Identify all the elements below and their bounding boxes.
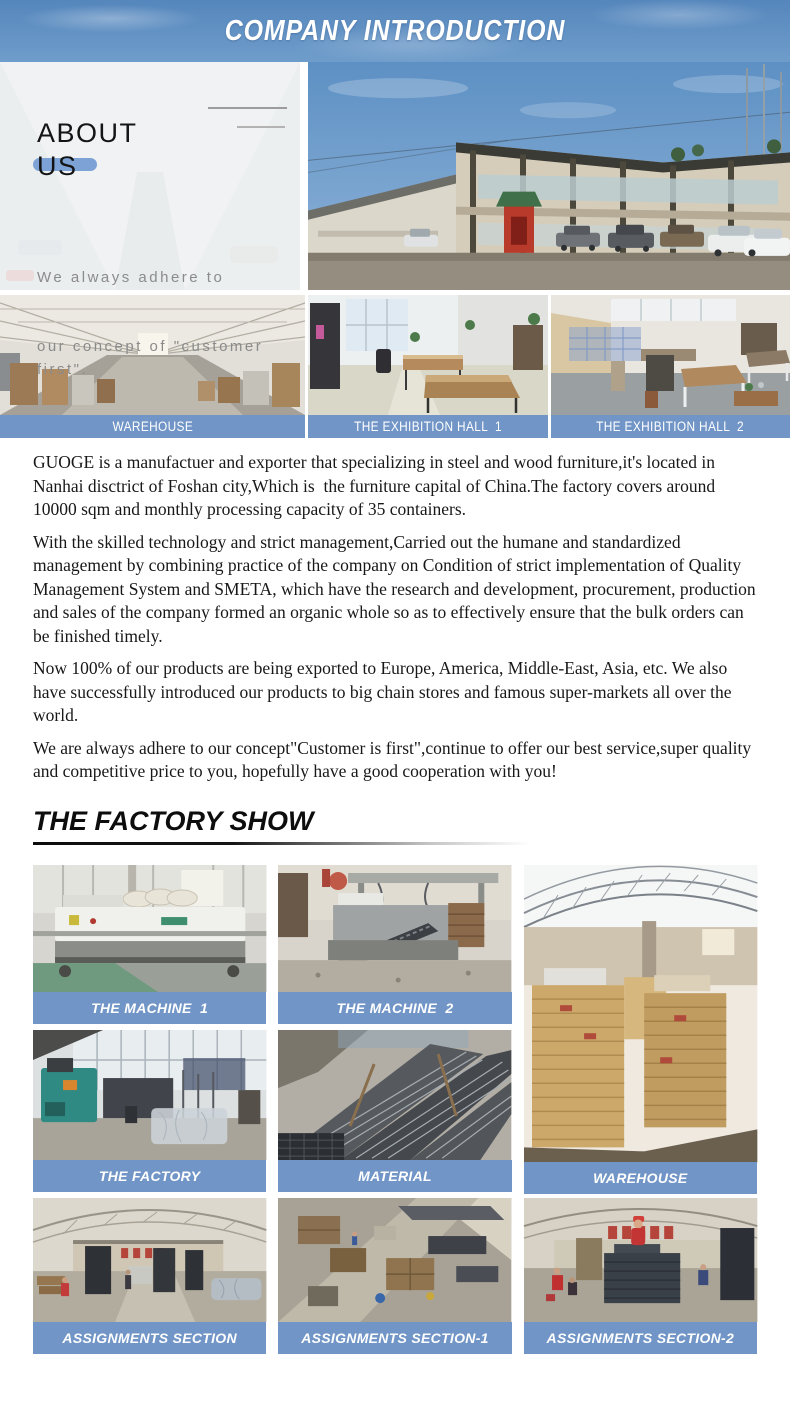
about-panel bbox=[0, 62, 300, 378]
exhibition-hall-1-caption-bar bbox=[308, 415, 548, 438]
warehouse-tall-figure bbox=[524, 865, 757, 1192]
the-factory-photo bbox=[33, 1030, 266, 1160]
machine-1-figure bbox=[33, 865, 266, 1024]
material-caption-bar bbox=[278, 1160, 511, 1192]
material-figure bbox=[278, 1030, 511, 1192]
company-description bbox=[33, 451, 761, 784]
assignments-section-2-illustration bbox=[524, 1198, 757, 1322]
intro-paragraph-3: Now 100% of our products are being exported to Europe, America, Middle-East, Asia, etc. We also have successfully introduced our products to big chain stores and famous super-markets all over the world. bbox=[33, 658, 736, 725]
material-photo bbox=[278, 1030, 511, 1160]
exhibition-hall-1-figure bbox=[308, 295, 548, 438]
the-factory-caption: THE FACTORY bbox=[98, 1167, 201, 1184]
banner-title: COMPANY INTRODUCTION bbox=[224, 14, 566, 47]
tagline-line2: our concept of "customer first". bbox=[37, 338, 270, 378]
about-section bbox=[0, 62, 790, 378]
exhibition-hall-1-caption: THE EXHIBITION HALL 1 bbox=[354, 419, 502, 434]
intro-paragraph-4: We are always adhere to our concept"Customer is first",continue to offer our best service,super quality and competitive price to you, hopefully have a good cooperation with you! bbox=[33, 737, 756, 781]
about-tagline bbox=[37, 220, 300, 427]
intro-paragraph-1: GUOGE is a manufactuer and exporter that specializing in steel and wood furniture,it's located in Nanhai disctrict of Foshan city,Which is the furniture capital of China.The factory covers around 10000 sqm and monthly processing capacity of 35 containers. bbox=[33, 452, 720, 519]
material-caption: MATERIAL bbox=[358, 1167, 432, 1184]
warehouse-tall-caption-bar bbox=[524, 1162, 757, 1194]
company-introduction-banner bbox=[0, 0, 790, 62]
factory-show-grid bbox=[33, 865, 757, 1354]
assignments-section-2-photo bbox=[524, 1198, 757, 1322]
machine-1-photo bbox=[33, 865, 266, 992]
warehouse-tall-photo bbox=[524, 865, 757, 1162]
assignments-section-2-caption-bar bbox=[524, 1322, 757, 1354]
about-heading-line1: ABOUT bbox=[37, 118, 138, 148]
assignments-section-caption: ASSIGNMENTS SECTION bbox=[62, 1329, 237, 1346]
warehouse-tall-illustration bbox=[524, 865, 757, 1162]
exhibition-hall-2-caption: THE EXHIBITION HALL 2 bbox=[596, 419, 745, 434]
machine-2-caption: THE MACHINE 2 bbox=[336, 999, 454, 1016]
exhibition-hall-2-figure bbox=[551, 295, 790, 438]
exhibition-hall-2-illustration bbox=[551, 295, 790, 415]
factory-building-illustration bbox=[308, 62, 790, 290]
assignments-section-2-figure bbox=[524, 1198, 757, 1354]
factory-building-photo bbox=[308, 62, 790, 290]
machine-2-caption-bar bbox=[278, 992, 511, 1024]
exhibition-hall-1-photo bbox=[308, 295, 548, 415]
assignments-section-photo bbox=[33, 1198, 266, 1322]
machine-1-caption: THE MACHINE 1 bbox=[91, 999, 209, 1016]
tagline-line1: We always adhere to bbox=[37, 269, 225, 286]
machine-2-illustration bbox=[278, 865, 511, 992]
the-factory-caption-bar bbox=[33, 1160, 266, 1192]
assignments-section-1-caption-bar bbox=[278, 1322, 511, 1354]
decor-line-long bbox=[208, 107, 287, 109]
material-illustration bbox=[278, 1030, 511, 1160]
factory-show-underline bbox=[33, 842, 530, 845]
machine-1-caption-bar bbox=[33, 992, 266, 1024]
assignments-section-1-figure bbox=[278, 1198, 511, 1354]
assignments-section-1-illustration bbox=[278, 1198, 511, 1322]
assignments-section-1-caption: ASSIGNMENTS SECTION-1 bbox=[301, 1329, 489, 1346]
assignments-section-2-caption: ASSIGNMENTS SECTION-2 bbox=[546, 1329, 735, 1346]
machine-2-figure bbox=[278, 865, 511, 1024]
about-us-heading bbox=[37, 117, 138, 183]
decor-line-short bbox=[237, 126, 285, 128]
machine-2-photo bbox=[278, 865, 511, 992]
the-factory-illustration bbox=[33, 1030, 266, 1160]
the-factory-figure bbox=[33, 1030, 266, 1192]
about-heading-line2: US bbox=[37, 151, 78, 181]
exhibition-hall-2-caption-bar bbox=[551, 415, 790, 438]
warehouse-caption: WAREHOUSE bbox=[112, 419, 193, 434]
assignments-section-caption-bar bbox=[33, 1322, 266, 1354]
assignments-section-figure bbox=[33, 1198, 266, 1354]
warehouse-tall-caption: WAREHOUSE bbox=[593, 1169, 688, 1186]
exhibition-hall-1-illustration bbox=[308, 295, 548, 415]
exhibition-hall-2-photo bbox=[551, 295, 790, 415]
assignments-section-illustration bbox=[33, 1198, 266, 1322]
intro-paragraph-2: With the skilled technology and strict management,Carried out the humane and standardized management by combining practice of the company on Condition of strict implementation of Quality Management System and SMETA, which have the research and development, procurement, production and sales of the company formed an organic whole so as to effectively ensure that the bulk orders can be finished timely. bbox=[33, 531, 761, 646]
assignments-section-1-photo bbox=[278, 1198, 511, 1322]
machine-1-illustration bbox=[33, 865, 266, 992]
factory-show-title: THE FACTORY SHOW bbox=[33, 805, 314, 836]
